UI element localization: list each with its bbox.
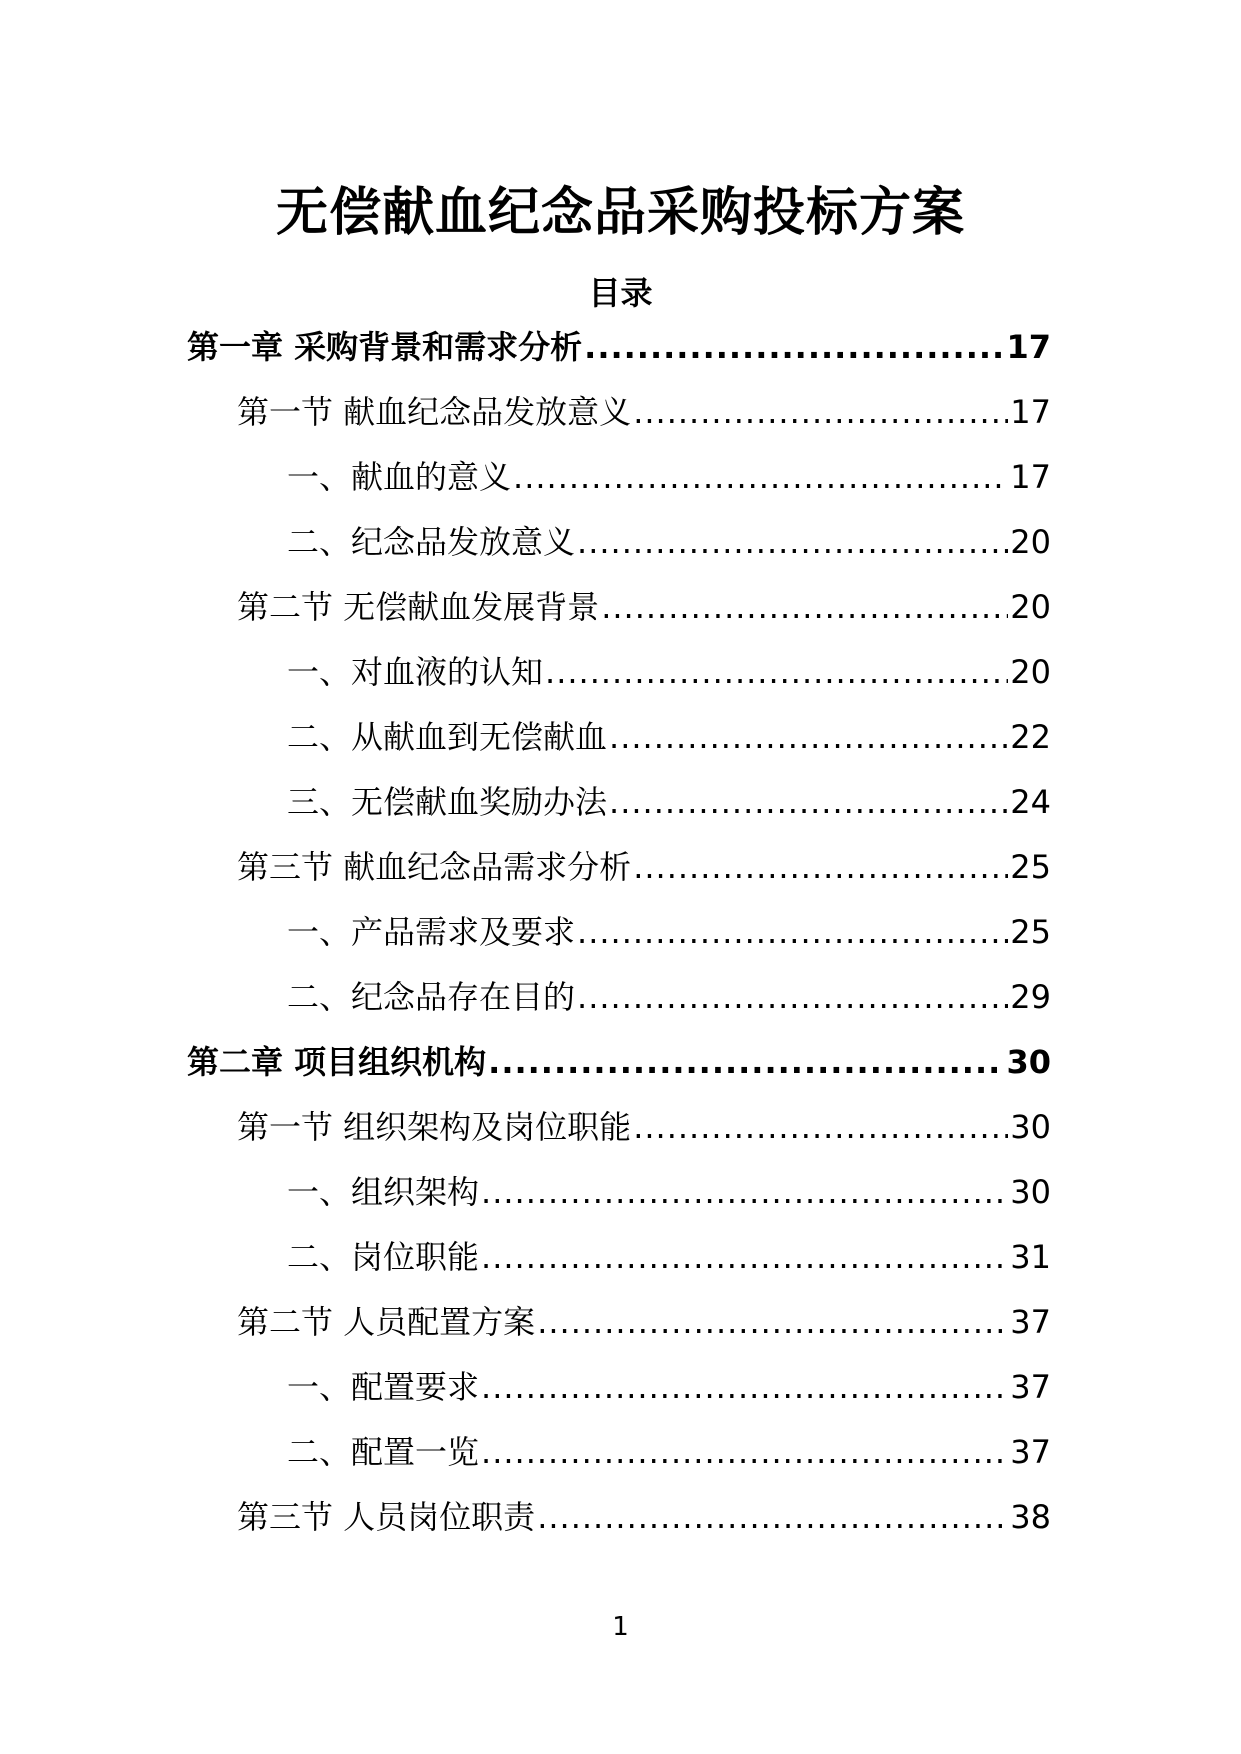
toc-entry-title: 第一节 献血纪念品发放意义: [237, 393, 632, 431]
toc-entry-page: 37: [1010, 1303, 1051, 1341]
toc-dot-leader: [545, 653, 1008, 691]
toc-entry[interactable]: [187, 1297, 1051, 1362]
toc-dot-leader: [609, 783, 1008, 821]
toc-entry-page: 20: [1010, 653, 1051, 691]
toc-entry-page: 24: [1010, 783, 1051, 821]
toc-entry-title: 一、产品需求及要求: [287, 913, 576, 951]
toc-entry-page: 17: [1010, 393, 1051, 431]
toc-entry-title: 一、组织架构: [287, 1173, 480, 1211]
toc-entry-page: 25: [1010, 848, 1051, 886]
toc-dot-leader: [481, 1433, 1008, 1471]
toc-entry-title: 第一章 采购背景和需求分析: [187, 328, 583, 366]
page-number: 1: [612, 1612, 629, 1642]
toc-entry[interactable]: [187, 842, 1051, 907]
toc-entry-title: 一、配置要求: [287, 1368, 480, 1406]
toc-entry-title: 一、献血的意义: [287, 458, 512, 496]
toc-dot-leader: [584, 328, 1004, 366]
toc-entry-title: 第三节 人员岗位职责: [237, 1498, 536, 1536]
toc-dot-leader: [537, 1498, 1008, 1536]
toc-entry[interactable]: [187, 907, 1051, 972]
toc-dot-leader: [633, 393, 1008, 431]
toc-entry-page: 30: [1006, 1043, 1051, 1081]
toc-entry-page: 31: [1010, 1238, 1051, 1276]
toc-entry-title: 第三节 献血纪念品需求分析: [237, 848, 632, 886]
toc-entry-title: 第一节 组织架构及岗位职能: [237, 1108, 632, 1146]
toc-entry-page: 38: [1010, 1498, 1051, 1536]
toc-dot-leader: [481, 1173, 1008, 1211]
table-of-contents: [187, 322, 1051, 1557]
toc-dot-leader: [577, 913, 1008, 951]
toc-entry[interactable]: [187, 582, 1051, 647]
toc-entry[interactable]: [187, 452, 1051, 517]
toc-entry-page: 30: [1010, 1173, 1051, 1211]
toc-dot-leader: [609, 718, 1008, 756]
toc-entry-page: 37: [1010, 1433, 1051, 1471]
toc-entry-title: 第二节 无偿献血发展背景: [237, 588, 600, 626]
toc-entry[interactable]: [187, 1427, 1051, 1492]
toc-entry-page: 29: [1010, 978, 1051, 1016]
toc-entry-page: 17: [1006, 328, 1051, 366]
toc-entry-title: 二、配置一览: [287, 1433, 480, 1471]
toc-entry[interactable]: [187, 647, 1051, 712]
toc-dot-leader: [537, 1303, 1008, 1341]
toc-entry-page: 20: [1010, 523, 1051, 561]
toc-entry[interactable]: [187, 387, 1051, 452]
toc-entry[interactable]: [187, 777, 1051, 842]
toc-entry[interactable]: [187, 322, 1051, 387]
toc-entry-title: 二、纪念品发放意义: [287, 523, 576, 561]
toc-entry-page: 22: [1010, 718, 1051, 756]
toc-entry-title: 二、岗位职能: [287, 1238, 480, 1276]
document-title: 无偿献血纪念品采购投标方案: [275, 183, 965, 243]
toc-entry[interactable]: [187, 1362, 1051, 1427]
toc-entry-title: 二、纪念品存在目的: [287, 978, 576, 1016]
toc-dot-leader: [481, 1368, 1008, 1406]
toc-heading: 目录: [588, 274, 653, 312]
toc-dot-leader: [577, 978, 1008, 1016]
toc-entry[interactable]: [187, 712, 1051, 777]
toc-entry[interactable]: [187, 1232, 1051, 1297]
toc-entry-page: 30: [1010, 1108, 1051, 1146]
toc-dot-leader: [633, 848, 1008, 886]
toc-entry-title: 第二章 项目组织机构: [187, 1043, 487, 1081]
toc-entry[interactable]: [187, 1492, 1051, 1557]
toc-dot-leader: [577, 523, 1008, 561]
toc-entry-page: 17: [1010, 458, 1051, 496]
toc-entry-page: 20: [1010, 588, 1051, 626]
toc-entry-page: 37: [1010, 1368, 1051, 1406]
toc-entry[interactable]: [187, 1037, 1051, 1102]
toc-entry[interactable]: [187, 517, 1051, 582]
toc-entry-page: 25: [1010, 913, 1051, 951]
toc-entry-title: 三、无偿献血奖励办法: [287, 783, 608, 821]
toc-entry[interactable]: [187, 1167, 1051, 1232]
toc-dot-leader: [481, 1238, 1008, 1276]
toc-dot-leader: [488, 1043, 1004, 1081]
toc-dot-leader: [513, 458, 1008, 496]
toc-entry-title: 二、从献血到无偿献血: [287, 718, 608, 756]
toc-entry-title: 第二节 人员配置方案: [237, 1303, 536, 1341]
toc-entry[interactable]: [187, 1102, 1051, 1167]
toc-dot-leader: [633, 1108, 1008, 1146]
toc-entry[interactable]: [187, 972, 1051, 1037]
toc-entry-title: 一、对血液的认知: [287, 653, 544, 691]
toc-dot-leader: [601, 588, 1008, 626]
